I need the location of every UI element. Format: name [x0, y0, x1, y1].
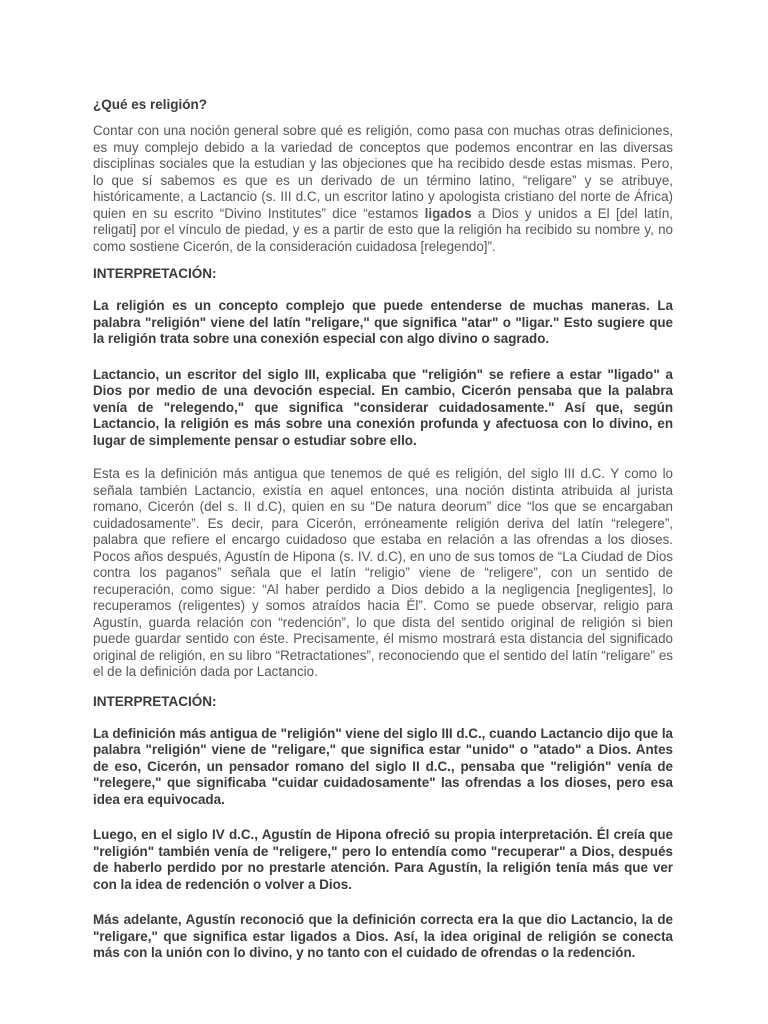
interpretation-2-paragraph-2: Luego, en el siglo IV d.C., Agustín de Hipona ofreció su propia interpretación. Él creía que "religión" también venía de "religere," pero lo entendía como "recuperar" a Dios, después de haberlo perdido por no prestarle atención. Para Agustín, la religión tenía más que ver con la idea de redención o volver a Dios. — [93, 827, 673, 892]
document-page — [93, 96, 673, 962]
interpretation-heading-1: INTERPRETACIÓN: — [93, 266, 217, 281]
document-title: ¿Qué es religión? — [93, 97, 208, 112]
intro-text-part2: a Dios y unidos a El [del latín, religati] por el vínculo de piedad, y es a partir de esto que la religión ha recibido su nombre y, no como sostiene Cicerón, de la consideración cuidadosa [relegendo]”. — [93, 205, 673, 254]
history-paragraph: Esta es la definición más antigua que tenemos de qué es religión, del siglo III d.C. Y como lo señala también Lactancio, existía en aquel entonces, una noción distinta atribuida al jurista romano, Cicerón (del s. II d.C), quien en su “De natura deorum” dice “los que se encargaban cuidadosamente”. Es decir, para Cicerón, erróneamente religión deriva del latín “relegere”, palabra que refiere el encargo cuidadoso que estaba en relación a las ofrendas a los dioses. Pocos años después, Agustín de Hipona (s. IV. d.C), en uno de sus tomos de “La Ciudad de Dios contra los paganos” señala que el latín “religio” viene de “religere”, con un sentido de recuperación, como sigue: “Al haber perdido a Dios debido a la negligencia [negligentes], lo recuperamos (religentes) y somos atraídos hacia Él”. Como se puede observar, religio para Agustín, guarda relación con “redención”, lo que dista del sentido original de religión si bien puede guardar sentido con éste. Precisamente, él mismo mostrará esta distancia del significado original de religión, en su libro “Retractationes”, reconociendo que el sentido del latín “religare” es el de la definición dada por Lactancio. — [93, 466, 673, 679]
intro-bold-word: ligados — [424, 205, 472, 221]
interpretation-2-paragraph-1: La definición más antigua de "religión" viene del siglo III d.C., cuando Lactancio dijo que la palabra "religión" viene de "religare," que significa estar "unido" o "atado" a Dios. Antes de eso, Cicerón, un pensador romano del siglo II d.C., pensaba que "religión" venía de "relegere," que significaba "cuidar cuidadosamente" las ofrendas a los dioses, pero esa idea era equivocada. — [93, 725, 673, 807]
intro-text-part1: Contar con una noción general sobre qué es religión, como pasa con muchas otras definiciones, es muy complejo debido a la variedad de conceptos que podemos encontrar en las diversas disciplinas sociales que la estudian y las objeciones que ha recibido desde estas mismas. Pero, lo que sí sabemos es que es un derivado de un término latino, “religare” y se atribuye, históricamente, a Lactancio (s. III d.C, un escritor latino y apologista cristiano del norte de África) quien en su escrito “Divino Institutes” dice “estamos — [93, 123, 673, 221]
interpretation-heading-2: INTERPRETACIÓN: — [93, 693, 217, 709]
interpretation-1-paragraph-2: Lactancio, un escritor del siglo III, explicaba que "religión" se refiere a estar "ligado" a Dios por medio de una devoción especial. En cambio, Cicerón pensaba que la palabra venía de "relegendo," que significa "considerar cuidadosamente." Así que, según Lactancio, la religión es más sobre una conexión profunda y afectuosa con lo divino, en lugar de simplemente pensar o estudiar sobre ello. — [93, 366, 673, 448]
intro-paragraph — [93, 123, 673, 255]
interpretation-2-paragraph-3: Más adelante, Agustín reconoció que la definición correcta era la que dio Lactancio, la de "religare," que significa estar ligados a Dios. Así, la idea original de religión se conecta más con la unión con lo divino, y no tanto con el cuidado de ofrendas o la redención. — [93, 912, 673, 960]
interpretation-1-paragraph-1: La religión es un concepto complejo que puede entenderse de muchas maneras. La palabra "religión" viene del latín "religare," que significa "atar" o "ligar." Esto sugiere que la religión trata sobre una conexión especial con algo divino o sagrado. — [93, 298, 673, 346]
